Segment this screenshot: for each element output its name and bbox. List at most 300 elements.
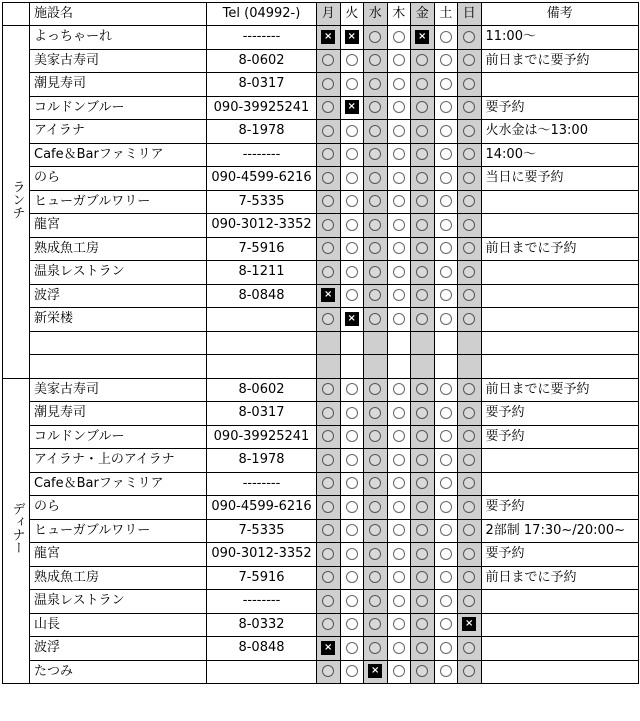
open-circle-icon (393, 219, 405, 231)
day-cell (387, 543, 411, 567)
open-circle-icon (440, 78, 452, 90)
open-circle-icon (416, 430, 428, 442)
day-cell (317, 261, 341, 285)
day-cell (364, 472, 388, 496)
facility-tel: 7-5916 (207, 237, 317, 261)
open-circle-icon (416, 54, 428, 66)
day-cell (434, 73, 458, 97)
table-row (3, 167, 639, 191)
section-label (3, 378, 30, 684)
day-cell (458, 590, 482, 614)
open-circle-icon (346, 54, 358, 66)
table-row (3, 143, 639, 167)
table-row (3, 425, 639, 449)
facility-name: コルドンブルー (30, 96, 207, 120)
facility-note: 当日に要予約 (481, 167, 639, 191)
day-cell (387, 425, 411, 449)
open-circle-icon (440, 383, 452, 395)
open-circle-icon (322, 454, 334, 466)
facility-note (481, 261, 639, 285)
day-cell (317, 73, 341, 97)
facility-note (481, 73, 639, 97)
day-cell (364, 449, 388, 473)
open-circle-icon (322, 78, 334, 90)
day-cell (317, 308, 341, 332)
day-cell (387, 167, 411, 191)
facility-tel: 090-4599-6216 (207, 496, 317, 520)
open-circle-icon (416, 195, 428, 207)
facility-name: 潮見寿司 (30, 402, 207, 426)
day-cell (411, 449, 435, 473)
facility-note (481, 637, 639, 661)
section-label (3, 26, 30, 379)
open-circle-icon (463, 242, 475, 254)
day-cell (317, 449, 341, 473)
day-cell (411, 613, 435, 637)
facility-tel: 7-5916 (207, 566, 317, 590)
facility-note: 前日までに要予約 (481, 378, 639, 402)
open-circle-icon (369, 595, 381, 607)
day-cell (411, 660, 435, 684)
facility-name: コルドンブルー (30, 425, 207, 449)
facility-tel (207, 660, 317, 684)
table-row (3, 237, 639, 261)
day-cell (340, 637, 364, 661)
day-cell (387, 402, 411, 426)
day-cell (340, 308, 364, 332)
open-circle-icon (416, 571, 428, 583)
open-circle-icon (393, 78, 405, 90)
closed-cross-icon: × (345, 30, 359, 44)
day-cell (340, 96, 364, 120)
open-circle-icon (322, 219, 334, 231)
day-cell (364, 73, 388, 97)
facility-name: ヒューガブルワリー (30, 190, 207, 214)
day-cell (340, 472, 364, 496)
table-row (3, 590, 639, 614)
section-label-text: ディナー (9, 502, 25, 555)
open-circle-icon (463, 148, 475, 160)
day-cell (458, 449, 482, 473)
open-circle-icon (346, 430, 358, 442)
open-circle-icon (322, 477, 334, 489)
open-circle-icon (416, 548, 428, 560)
day-cell (317, 120, 341, 144)
closed-cross-icon: × (462, 617, 476, 631)
day-cell (387, 519, 411, 543)
table-row (3, 214, 639, 238)
open-circle-icon (440, 524, 452, 536)
day-cell (458, 496, 482, 520)
day-cell (317, 331, 341, 355)
day-cell (364, 120, 388, 144)
facility-note (481, 284, 639, 308)
day-cell (434, 237, 458, 261)
schedule-table (2, 2, 639, 684)
day-cell (434, 214, 458, 238)
facility-name: アイラナ (30, 120, 207, 144)
open-circle-icon (346, 642, 358, 654)
open-circle-icon (416, 125, 428, 137)
day-cell (317, 637, 341, 661)
day-cell (340, 519, 364, 543)
day-cell (458, 566, 482, 590)
day-cell (458, 637, 482, 661)
facility-note (481, 613, 639, 637)
open-circle-icon (440, 31, 452, 43)
open-circle-icon (440, 665, 452, 677)
open-circle-icon (322, 618, 334, 630)
table-row (3, 449, 639, 473)
day-cell (340, 613, 364, 637)
open-circle-icon (463, 383, 475, 395)
facility-note: 要予約 (481, 402, 639, 426)
day-cell (411, 355, 435, 379)
table-row (3, 472, 639, 496)
facility-note: 前日までに予約 (481, 566, 639, 590)
table-row (3, 96, 639, 120)
open-circle-icon (416, 289, 428, 301)
day-cell (364, 167, 388, 191)
day-cell (387, 284, 411, 308)
header-day-mon: 月 (317, 3, 341, 26)
open-circle-icon (440, 289, 452, 301)
facility-tel: 8-0317 (207, 73, 317, 97)
closed-cross-icon: × (345, 100, 359, 114)
facility-tel: 8-0848 (207, 284, 317, 308)
header-row (3, 3, 639, 26)
facility-name: 熟成魚工房 (30, 237, 207, 261)
open-circle-icon (440, 642, 452, 654)
day-cell (411, 378, 435, 402)
day-cell (387, 449, 411, 473)
open-circle-icon (440, 571, 452, 583)
open-circle-icon (322, 595, 334, 607)
section-label-text: ランチ (9, 179, 25, 219)
day-cell (411, 566, 435, 590)
open-circle-icon (463, 665, 475, 677)
facility-name: アイラナ・上のアイラナ (30, 449, 207, 473)
open-circle-icon (369, 195, 381, 207)
day-cell (411, 214, 435, 238)
day-cell (364, 402, 388, 426)
day-cell (317, 613, 341, 637)
day-cell (458, 660, 482, 684)
open-circle-icon (416, 78, 428, 90)
facility-tel: 8-0602 (207, 49, 317, 73)
table-row (3, 402, 639, 426)
open-circle-icon (369, 31, 381, 43)
open-circle-icon (440, 242, 452, 254)
open-circle-icon (393, 430, 405, 442)
facility-tel: 8-1978 (207, 120, 317, 144)
facility-name: よっちゃーれ (30, 26, 207, 50)
open-circle-icon (440, 595, 452, 607)
table-row (3, 543, 639, 567)
table-header (3, 3, 639, 26)
facility-tel (207, 331, 317, 355)
header-day-tue: 火 (340, 3, 364, 26)
day-cell (411, 402, 435, 426)
open-circle-icon (322, 195, 334, 207)
day-cell (458, 167, 482, 191)
open-circle-icon (369, 618, 381, 630)
day-cell (340, 73, 364, 97)
day-cell (317, 355, 341, 379)
day-cell (340, 214, 364, 238)
day-cell (317, 660, 341, 684)
open-circle-icon (440, 148, 452, 160)
day-cell (434, 331, 458, 355)
day-cell (411, 96, 435, 120)
facility-tel (207, 355, 317, 379)
facility-name: 龍宮 (30, 543, 207, 567)
open-circle-icon (463, 595, 475, 607)
facility-note (481, 214, 639, 238)
day-cell (458, 519, 482, 543)
open-circle-icon (463, 31, 475, 43)
open-circle-icon (393, 595, 405, 607)
day-cell (411, 143, 435, 167)
day-cell (434, 425, 458, 449)
day-cell (340, 143, 364, 167)
table-row (3, 613, 639, 637)
day-cell (340, 261, 364, 285)
facility-note (481, 331, 639, 355)
day-cell (317, 167, 341, 191)
facility-note: 要予約 (481, 543, 639, 567)
day-cell (364, 284, 388, 308)
open-circle-icon (463, 454, 475, 466)
facility-name: 新栄楼 (30, 308, 207, 332)
day-cell (340, 543, 364, 567)
day-cell (434, 26, 458, 50)
open-circle-icon (393, 172, 405, 184)
open-circle-icon (416, 383, 428, 395)
open-circle-icon (369, 125, 381, 137)
day-cell (387, 261, 411, 285)
table-row (3, 261, 639, 285)
day-cell (317, 519, 341, 543)
day-cell (387, 26, 411, 50)
day-cell (364, 143, 388, 167)
day-cell (317, 96, 341, 120)
day-cell (317, 566, 341, 590)
header-note: 備考 (481, 3, 639, 26)
day-cell (364, 519, 388, 543)
open-circle-icon (369, 642, 381, 654)
open-circle-icon (393, 195, 405, 207)
day-cell (317, 237, 341, 261)
facility-name: のら (30, 167, 207, 191)
facility-note (481, 660, 639, 684)
facility-note: 前日までに予約 (481, 237, 639, 261)
day-cell (364, 96, 388, 120)
open-circle-icon (322, 125, 334, 137)
open-circle-icon (322, 430, 334, 442)
header-day-wed: 水 (364, 3, 388, 26)
day-cell (411, 261, 435, 285)
table-body (3, 26, 639, 684)
table-row (3, 331, 639, 355)
open-circle-icon (416, 313, 428, 325)
facility-name: 温泉レストラン (30, 261, 207, 285)
day-cell (340, 167, 364, 191)
day-cell (317, 425, 341, 449)
open-circle-icon (322, 524, 334, 536)
open-circle-icon (346, 524, 358, 536)
day-cell (317, 543, 341, 567)
day-cell (411, 167, 435, 191)
day-cell (317, 143, 341, 167)
open-circle-icon (346, 195, 358, 207)
day-cell (434, 190, 458, 214)
day-cell (340, 284, 364, 308)
day-cell (458, 402, 482, 426)
open-circle-icon (440, 172, 452, 184)
open-circle-icon (322, 148, 334, 160)
day-cell (434, 590, 458, 614)
facility-note: 2部制 17:30~/20:00~ (481, 519, 639, 543)
facility-tel: 8-1978 (207, 449, 317, 473)
open-circle-icon (369, 571, 381, 583)
open-circle-icon (440, 454, 452, 466)
header-day-sat: 土 (434, 3, 458, 26)
facility-note: 前日までに要予約 (481, 49, 639, 73)
facility-name: ヒューガブルワリー (30, 519, 207, 543)
open-circle-icon (322, 407, 334, 419)
day-cell (411, 120, 435, 144)
day-cell (364, 660, 388, 684)
facility-tel: 090-3012-3352 (207, 214, 317, 238)
day-cell (434, 167, 458, 191)
facility-name: Cafe＆Barファミリア (30, 143, 207, 167)
facility-name: 山長 (30, 613, 207, 637)
day-cell (364, 543, 388, 567)
facility-tel: 8-0602 (207, 378, 317, 402)
open-circle-icon (440, 430, 452, 442)
day-cell (317, 472, 341, 496)
day-cell (458, 73, 482, 97)
day-cell (364, 613, 388, 637)
facility-note: 要予約 (481, 425, 639, 449)
closed-cross-icon: × (415, 30, 429, 44)
day-cell (317, 284, 341, 308)
day-cell (387, 143, 411, 167)
open-circle-icon (440, 266, 452, 278)
open-circle-icon (416, 524, 428, 536)
open-circle-icon (322, 242, 334, 254)
open-circle-icon (393, 642, 405, 654)
day-cell (387, 355, 411, 379)
day-cell (458, 237, 482, 261)
open-circle-icon (416, 242, 428, 254)
open-circle-icon (346, 383, 358, 395)
facility-tel: 090-39925241 (207, 425, 317, 449)
day-cell (340, 449, 364, 473)
facility-note (481, 590, 639, 614)
header-day-sun: 日 (458, 3, 482, 26)
day-cell (340, 402, 364, 426)
table-row (3, 190, 639, 214)
open-circle-icon (346, 618, 358, 630)
facility-note (481, 355, 639, 379)
facility-name: たつみ (30, 660, 207, 684)
day-cell (317, 590, 341, 614)
day-cell (411, 519, 435, 543)
open-circle-icon (463, 172, 475, 184)
open-circle-icon (346, 571, 358, 583)
day-cell (340, 49, 364, 73)
day-cell (434, 378, 458, 402)
day-cell (364, 566, 388, 590)
day-cell (364, 190, 388, 214)
open-circle-icon (393, 618, 405, 630)
day-cell (434, 613, 458, 637)
open-circle-icon (416, 618, 428, 630)
open-circle-icon (322, 172, 334, 184)
day-cell (387, 566, 411, 590)
open-circle-icon (322, 383, 334, 395)
table-row (3, 378, 639, 402)
day-cell (434, 355, 458, 379)
open-circle-icon (416, 501, 428, 513)
day-cell (387, 96, 411, 120)
day-cell (317, 49, 341, 73)
open-circle-icon (369, 548, 381, 560)
facility-note: 14:00〜 (481, 143, 639, 167)
open-circle-icon (346, 407, 358, 419)
day-cell (411, 237, 435, 261)
open-circle-icon (440, 219, 452, 231)
day-cell (387, 378, 411, 402)
open-circle-icon (322, 571, 334, 583)
open-circle-icon (393, 571, 405, 583)
open-circle-icon (393, 454, 405, 466)
open-circle-icon (440, 54, 452, 66)
day-cell (387, 120, 411, 144)
day-cell (458, 26, 482, 50)
day-cell (387, 49, 411, 73)
day-cell (387, 73, 411, 97)
open-circle-icon (346, 548, 358, 560)
open-circle-icon (346, 266, 358, 278)
open-circle-icon (369, 313, 381, 325)
open-circle-icon (393, 407, 405, 419)
day-cell (411, 73, 435, 97)
day-cell (340, 660, 364, 684)
day-cell (411, 425, 435, 449)
day-cell (364, 590, 388, 614)
open-circle-icon (440, 195, 452, 207)
day-cell (317, 26, 341, 50)
day-cell (340, 190, 364, 214)
open-circle-icon (416, 266, 428, 278)
open-circle-icon (369, 101, 381, 113)
open-circle-icon (346, 148, 358, 160)
day-cell (434, 284, 458, 308)
day-cell (458, 190, 482, 214)
facility-tel: 8-0317 (207, 402, 317, 426)
day-cell (458, 308, 482, 332)
facility-note: 要予約 (481, 496, 639, 520)
open-circle-icon (416, 219, 428, 231)
day-cell (411, 331, 435, 355)
day-cell (434, 96, 458, 120)
open-circle-icon (440, 618, 452, 630)
day-cell (434, 120, 458, 144)
day-cell (364, 308, 388, 332)
